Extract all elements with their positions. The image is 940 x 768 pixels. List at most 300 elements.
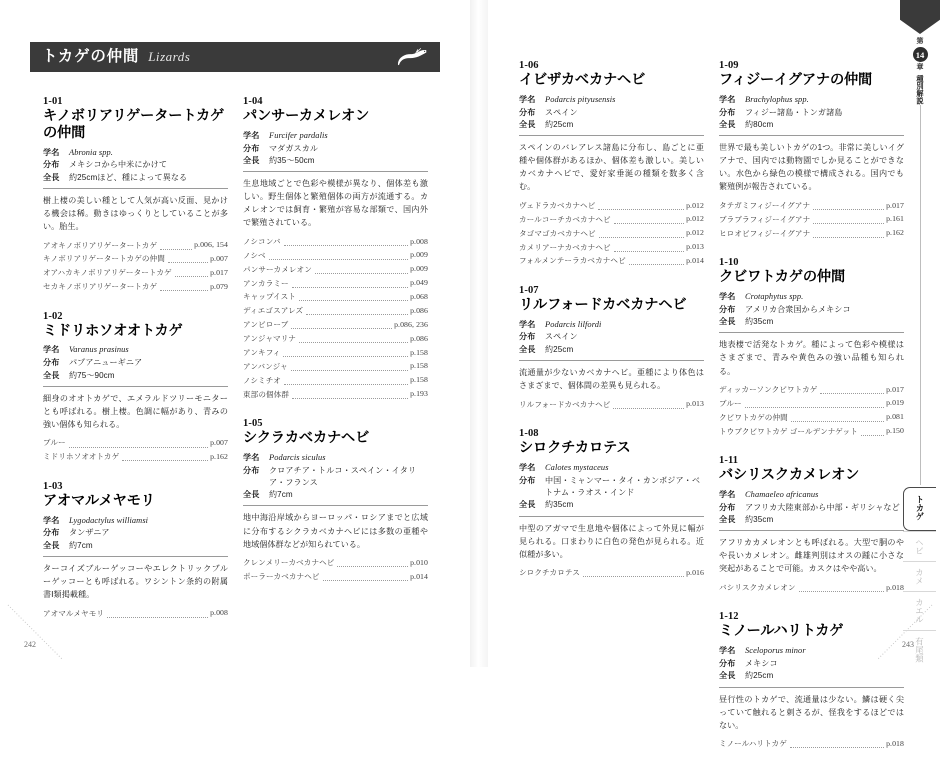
entry-index-list bbox=[243, 556, 428, 584]
spec-label-scientific: 学名 bbox=[243, 130, 260, 140]
index-entry-name: ヴェドラカベカナヘビ bbox=[519, 200, 596, 210]
index-entry-page: p.010 bbox=[410, 557, 428, 567]
index-entry-name: ノシコンバ bbox=[243, 236, 281, 246]
species-entry bbox=[519, 285, 704, 411]
index-entry-name: ブラブラフィジーイグアナ bbox=[719, 214, 811, 224]
leader-dots bbox=[284, 384, 408, 385]
index-line[interactable] bbox=[243, 318, 428, 332]
spec-value-length: 約25cm bbox=[545, 344, 574, 354]
index-entry-page: p.008 bbox=[210, 608, 228, 618]
index-line[interactable] bbox=[519, 212, 704, 226]
spec-length bbox=[43, 370, 228, 382]
index-entry-page: p.017 bbox=[886, 200, 904, 210]
spec-distribution bbox=[719, 658, 904, 670]
spec-value-length: 約80cm bbox=[745, 119, 774, 129]
spec-value-length: 約25cm bbox=[545, 119, 574, 129]
leader-dots bbox=[583, 576, 684, 577]
index-entry-name: アオキノボリアリゲータートカゲ bbox=[43, 240, 158, 250]
section-tab-2[interactable]: ヘビ bbox=[903, 531, 936, 561]
index-entry-page: p.158 bbox=[410, 375, 428, 385]
species-entry bbox=[719, 455, 904, 594]
entry-title: ミノールハリトカゲ bbox=[719, 623, 844, 640]
spec-label-scientific: 学名 bbox=[719, 94, 736, 104]
entry-title: リルフォードカベカナヘビ bbox=[519, 296, 687, 313]
index-entry-page: p.193 bbox=[410, 389, 428, 399]
index-line[interactable] bbox=[719, 226, 904, 240]
spec-distribution bbox=[519, 475, 704, 500]
index-entry-page: p.018 bbox=[886, 582, 904, 592]
spec-value-length: 約7cm bbox=[269, 490, 293, 500]
spec-label-distribution: 分布 bbox=[243, 143, 260, 153]
index-entry-page: p.008 bbox=[410, 236, 428, 246]
spec-scientific-name bbox=[719, 645, 904, 658]
index-line[interactable] bbox=[719, 383, 904, 397]
entry-description: 流通量が少ないカベカナヘビ。亜種により体色はさまざまで、個体間の差異も見られる。 bbox=[519, 368, 704, 391]
entry-index-list bbox=[719, 199, 904, 241]
index-entry-name: リルフォードカベカナヘビ bbox=[519, 399, 611, 409]
index-entry-page: p.006, 154 bbox=[194, 240, 228, 250]
section-tab-1[interactable]: トカゲ bbox=[903, 487, 936, 531]
index-entry-name: アンジャマリナ bbox=[243, 334, 296, 344]
index-entry-page: p.012 bbox=[686, 214, 704, 224]
entry-title: ミドリホソオオトカゲ bbox=[43, 322, 183, 339]
index-line[interactable] bbox=[43, 238, 228, 252]
spec-value-distribution: 中国・ミャンマー・タイ・カンボジア・ベトナム・ラオス・インド bbox=[545, 475, 700, 497]
entry-description: 昼行性のトカゲで、流通量は少ない。鱗は硬く尖っていて触れると刺さるが、怪我をするほどではない。 bbox=[719, 694, 904, 730]
species-entry bbox=[243, 96, 428, 401]
page-number-left: 242 bbox=[24, 640, 36, 649]
section-tab-3[interactable]: カメ bbox=[903, 561, 936, 591]
spec-value-scientific: Podarcis lilfordi bbox=[545, 319, 602, 329]
species-entry bbox=[519, 428, 704, 580]
spec-value-length: 約7cm bbox=[69, 540, 93, 550]
spec-value-scientific: Abronia spp. bbox=[69, 147, 113, 157]
spec-label-scientific: 学名 bbox=[719, 291, 736, 301]
index-line[interactable] bbox=[243, 556, 428, 570]
entry-index-list bbox=[43, 606, 228, 620]
index-entry-name: バシリスクカメレオン bbox=[719, 582, 796, 592]
entry-number: 1-02 bbox=[43, 310, 63, 322]
leader-dots bbox=[291, 370, 408, 371]
leader-dots bbox=[614, 223, 684, 224]
spec-label-length: 全長 bbox=[519, 500, 536, 510]
leader-dots bbox=[323, 580, 409, 581]
entry-number: 1-12 bbox=[719, 611, 739, 623]
chapter-label: 種別解説 bbox=[916, 75, 925, 105]
spec-label-distribution: 分布 bbox=[719, 502, 736, 512]
leader-dots bbox=[160, 290, 208, 291]
leader-dots bbox=[820, 393, 884, 394]
index-line[interactable] bbox=[43, 252, 228, 266]
spec-label-length: 全長 bbox=[719, 671, 736, 681]
index-line[interactable] bbox=[719, 199, 904, 213]
entry-number: 1-04 bbox=[243, 96, 263, 107]
spec-scientific-name bbox=[243, 130, 428, 143]
leader-dots bbox=[337, 566, 408, 567]
spec-scientific-name bbox=[43, 515, 228, 528]
index-line[interactable] bbox=[43, 280, 228, 294]
index-entry-page: p.007 bbox=[210, 254, 228, 264]
spec-value-scientific: Furcifer pardalis bbox=[269, 130, 328, 140]
spec-label-scientific: 学名 bbox=[719, 489, 736, 499]
spec-length bbox=[43, 172, 228, 184]
leader-dots bbox=[269, 259, 408, 260]
spec-value-length: 約35cm bbox=[545, 500, 574, 510]
section-title-jp: トカゲの仲間 bbox=[42, 48, 140, 66]
leader-dots bbox=[614, 251, 684, 252]
index-line[interactable] bbox=[243, 387, 428, 401]
entry-title: イビザカベカナヘビ bbox=[519, 72, 646, 88]
spec-label-distribution: 分布 bbox=[43, 358, 60, 368]
index-entry-name: ノシミチオ bbox=[243, 375, 281, 385]
lizard-icon bbox=[394, 46, 428, 68]
index-entry-page: p.007 bbox=[210, 438, 228, 448]
entry-title: アオマルメヤモリ bbox=[43, 492, 155, 509]
index-entry-name: アオマルメヤモリ bbox=[43, 608, 105, 618]
spec-distribution bbox=[43, 159, 228, 171]
spec-label-scientific: 学名 bbox=[519, 462, 536, 472]
index-entry-page: p.150 bbox=[886, 426, 904, 436]
spec-length bbox=[719, 316, 904, 328]
content-column-1 bbox=[43, 96, 228, 637]
entry-title: シロクチカロテス bbox=[519, 440, 631, 457]
spec-label-length: 全長 bbox=[43, 540, 60, 550]
section-tab-5[interactable]: 有尾類 bbox=[903, 630, 936, 669]
spec-value-distribution: タンザニア bbox=[69, 528, 110, 538]
index-line[interactable] bbox=[719, 581, 904, 595]
entry-index-list bbox=[719, 581, 904, 595]
section-tabs bbox=[903, 487, 936, 668]
spec-value-distribution: スペイン bbox=[545, 332, 578, 342]
spec-distribution bbox=[43, 357, 228, 369]
index-line[interactable] bbox=[43, 606, 228, 620]
spec-label-distribution: 分布 bbox=[719, 304, 736, 314]
index-line[interactable] bbox=[243, 235, 428, 249]
spec-label-scientific: 学名 bbox=[43, 147, 60, 157]
index-entry-name: タゴマゴカベカナヘビ bbox=[519, 228, 596, 238]
index-entry-name: クレンメリーカベカナヘビ bbox=[243, 558, 335, 568]
index-line[interactable] bbox=[243, 346, 428, 360]
entry-index-list bbox=[519, 566, 704, 580]
index-entry-page: p.161 bbox=[886, 214, 904, 224]
spec-length bbox=[43, 540, 228, 552]
spec-label-length: 全長 bbox=[719, 316, 736, 326]
species-entry bbox=[243, 418, 428, 583]
spec-label-length: 全長 bbox=[519, 119, 536, 129]
index-entry-page: p.014 bbox=[686, 256, 704, 266]
index-entry-page: p.158 bbox=[410, 361, 428, 371]
chapter-arrow-icon bbox=[900, 0, 940, 34]
index-entry-name: ディエゴスアレズ bbox=[243, 306, 304, 316]
spec-label-distribution: 分布 bbox=[519, 107, 536, 117]
spec-value-scientific: Sceloporus minor bbox=[745, 646, 806, 656]
spec-distribution bbox=[719, 304, 904, 316]
section-tab-4[interactable]: カエル bbox=[903, 591, 936, 630]
spec-value-distribution: スペイン bbox=[545, 107, 578, 117]
index-entry-page: p.162 bbox=[886, 228, 904, 238]
chapter-rail bbox=[900, 0, 940, 667]
leader-dots bbox=[122, 460, 208, 461]
index-line[interactable] bbox=[719, 212, 904, 226]
content-column-2 bbox=[243, 96, 428, 601]
index-entry-name: トウブクビワトカゲ ゴールデンナゲット bbox=[719, 426, 858, 436]
index-line[interactable] bbox=[243, 359, 428, 373]
entry-divider bbox=[719, 687, 904, 688]
spec-length bbox=[243, 489, 428, 501]
entry-title: キノボリアリゲータートカゲの仲間 bbox=[43, 108, 225, 141]
spec-label-scientific: 学名 bbox=[519, 94, 536, 104]
leader-dots bbox=[107, 617, 208, 618]
spec-value-distribution: アメリカ合衆国からメキシコ bbox=[745, 304, 851, 314]
index-entry-name: 東部の個体群 bbox=[243, 389, 290, 399]
leader-dots bbox=[315, 273, 408, 274]
index-entry-name: キャップイスト bbox=[243, 292, 296, 302]
index-entry-page: p.079 bbox=[210, 281, 228, 291]
index-entry-page: p.081 bbox=[886, 412, 904, 422]
index-entry-name: カメリアーナカベカナヘビ bbox=[519, 242, 611, 252]
entry-divider bbox=[519, 516, 704, 517]
entry-number: 1-03 bbox=[43, 480, 63, 492]
spec-value-length: 約35cm bbox=[745, 316, 774, 326]
entry-description: 中型のアガマで生息地や個体によって外見に幅が見られる。口まわりに白色の発色が見られる。近似種が多い。 bbox=[519, 523, 704, 559]
spec-value-scientific: Chamaeleo africanus bbox=[745, 489, 819, 499]
index-entry-name: タテガミフィジーイグアナ bbox=[719, 200, 811, 210]
entry-title: パンサーカメレオン bbox=[243, 108, 370, 124]
index-entry-page: p.013 bbox=[686, 399, 704, 409]
index-line[interactable] bbox=[43, 436, 228, 450]
entry-description: ターコイズブルーゲッコーやエレクトリックブルーゲッコーとも呼ばれる。ワシントン条約の附属書Ⅰ類掲載種。 bbox=[43, 563, 228, 600]
index-line[interactable] bbox=[519, 240, 704, 254]
entry-divider bbox=[519, 360, 704, 361]
index-line[interactable] bbox=[519, 254, 704, 268]
spec-label-distribution: 分布 bbox=[243, 465, 260, 475]
spec-value-distribution: メキシコ bbox=[745, 658, 778, 668]
index-entry-name: ブルー bbox=[43, 438, 66, 448]
index-line[interactable] bbox=[43, 266, 228, 280]
index-line[interactable] bbox=[519, 397, 704, 411]
index-line[interactable] bbox=[243, 276, 428, 290]
spec-length bbox=[719, 670, 904, 682]
entry-divider bbox=[719, 332, 904, 333]
leader-dots bbox=[168, 262, 208, 263]
index-line[interactable] bbox=[719, 737, 904, 751]
leader-dots bbox=[299, 342, 408, 343]
entry-description: 地中海沿岸域からヨーロッパ・ロシアまでと広域に分布するシクラカベカナヘビには多数の亜種や地域個体群などが知られている。 bbox=[243, 513, 428, 549]
spec-value-distribution: クロアチア・トルコ・スペイン・イタリア・フランス bbox=[269, 465, 417, 487]
spec-label-scientific: 学名 bbox=[43, 345, 60, 355]
entry-number: 1-10 bbox=[719, 257, 739, 269]
index-entry-name: アンバンジャ bbox=[243, 361, 288, 371]
spec-distribution bbox=[519, 107, 704, 119]
index-entry-page: p.017 bbox=[210, 267, 228, 277]
entry-number: 1-08 bbox=[519, 428, 539, 440]
entry-index-list bbox=[719, 383, 904, 439]
index-line[interactable] bbox=[243, 332, 428, 346]
entry-number: 1-11 bbox=[719, 455, 739, 467]
index-line[interactable] bbox=[243, 373, 428, 387]
spec-length bbox=[243, 155, 428, 167]
index-entry-name: カールコーチカベカナヘビ bbox=[519, 214, 611, 224]
species-entry bbox=[719, 257, 904, 438]
content-column-4 bbox=[719, 60, 904, 768]
species-entry bbox=[719, 611, 904, 750]
spec-value-scientific: Podarcis pityusensis bbox=[545, 94, 616, 104]
leader-dots bbox=[291, 328, 392, 329]
index-entry-name: フォルメンテーラカベカナヘビ bbox=[519, 256, 626, 266]
index-line[interactable] bbox=[243, 304, 428, 318]
index-entry-page: p.009 bbox=[410, 250, 428, 260]
entry-divider bbox=[43, 556, 228, 557]
index-entry-page: p.018 bbox=[886, 738, 904, 748]
spec-value-scientific: Lygodactylus williamsi bbox=[69, 515, 149, 525]
index-entry-page: p.012 bbox=[686, 200, 704, 210]
spec-label-distribution: 分布 bbox=[719, 107, 736, 117]
rail-divider bbox=[920, 105, 921, 485]
spec-scientific-name bbox=[519, 319, 704, 332]
index-entry-name: ノシベ bbox=[243, 250, 266, 260]
spec-scientific-name bbox=[43, 147, 228, 160]
spec-value-length: 約25cmほど、種によって異なる bbox=[69, 172, 188, 182]
leader-dots bbox=[292, 287, 408, 288]
leader-dots bbox=[613, 408, 684, 409]
entry-description: スペインのバレアレス諸島に分布し、島ごとに亜種や個体群があるほか、個体差も激しい。美しいカベカナヘビで、愛好家垂涎の種類を数多く含む。 bbox=[519, 143, 704, 192]
spec-distribution bbox=[719, 502, 904, 514]
index-entry-page: p.068 bbox=[410, 292, 428, 302]
index-line[interactable] bbox=[519, 199, 704, 213]
index-line[interactable] bbox=[719, 396, 904, 410]
index-entry-page: p.086, 236 bbox=[394, 319, 428, 329]
spec-scientific-name bbox=[43, 344, 228, 357]
entry-divider bbox=[43, 188, 228, 189]
index-line[interactable] bbox=[519, 226, 704, 240]
index-entry-name: オアハカキノボリアリゲータートカゲ bbox=[43, 268, 172, 278]
index-line[interactable] bbox=[719, 424, 904, 438]
index-line[interactable] bbox=[243, 248, 428, 262]
spec-label-distribution: 分布 bbox=[43, 160, 60, 170]
index-entry-page: p.086 bbox=[410, 305, 428, 315]
index-entry-name: ミドリホソオオトカゲ bbox=[43, 452, 120, 462]
entry-description: 樹上棲の美しい種として人気が高い反面、見かける機会は稀。動きはゆっくりとしていることが多い。胎生。 bbox=[43, 195, 228, 232]
chapter-suffix: 章 bbox=[916, 63, 924, 71]
spec-label-scientific: 学名 bbox=[43, 515, 60, 525]
leader-dots bbox=[861, 435, 884, 436]
index-entry-page: p.049 bbox=[410, 278, 428, 288]
entry-title: フィジーイグアナの仲間 bbox=[719, 72, 873, 88]
index-line[interactable] bbox=[43, 450, 228, 464]
spec-label-length: 全長 bbox=[719, 514, 736, 524]
entry-index-list bbox=[243, 235, 428, 402]
leader-dots bbox=[283, 356, 408, 357]
spec-label-scientific: 学名 bbox=[519, 319, 536, 329]
index-line[interactable] bbox=[243, 570, 428, 584]
spec-scientific-name bbox=[519, 94, 704, 107]
index-entry-name: ポーラーカベカナヘビ bbox=[243, 572, 320, 582]
spec-value-distribution: アフリカ大陸東部から中部・ギリシャなど bbox=[745, 502, 900, 512]
index-entry-name: パンサーカメレオン bbox=[243, 264, 312, 274]
leader-dots bbox=[292, 398, 408, 399]
spec-length bbox=[719, 119, 904, 131]
index-entry-page: p.014 bbox=[410, 571, 428, 581]
spec-value-scientific: Podarcis siculus bbox=[269, 452, 326, 462]
index-line[interactable] bbox=[519, 566, 704, 580]
entry-description: アフリカカメレオンとも呼ばれる。大型で胴のやや長いカメレオン。雌雄判別はオスの踵に小さな突起があることで可能。カスクはやや高い。 bbox=[719, 538, 904, 574]
entry-number: 1-07 bbox=[519, 284, 539, 296]
entry-number: 1-09 bbox=[719, 60, 739, 71]
spec-value-distribution: メキシコから中米にかけて bbox=[69, 160, 168, 170]
spec-value-scientific: Varanus prasinus bbox=[69, 345, 129, 355]
index-entry-page: p.017 bbox=[886, 384, 904, 394]
entry-index-list bbox=[519, 199, 704, 268]
spec-label-length: 全長 bbox=[243, 155, 260, 165]
spec-label-distribution: 分布 bbox=[519, 475, 536, 485]
spec-length bbox=[519, 499, 704, 511]
index-entry-name: アンビローブ bbox=[243, 320, 289, 330]
spec-label-scientific: 学名 bbox=[719, 646, 736, 656]
spec-label-distribution: 分布 bbox=[519, 332, 536, 342]
spec-value-length: 約35cm bbox=[745, 514, 774, 524]
index-entry-name: ディッカーソンクビワトカゲ bbox=[719, 384, 818, 394]
entry-number: 1-05 bbox=[243, 418, 263, 430]
spec-scientific-name bbox=[719, 94, 904, 107]
spec-value-scientific: Brachylophus spp. bbox=[745, 94, 809, 104]
spec-label-length: 全長 bbox=[43, 172, 60, 182]
species-entry bbox=[719, 60, 904, 240]
spec-value-distribution: マダガスカル bbox=[269, 143, 319, 153]
leader-dots bbox=[629, 264, 684, 265]
index-line[interactable] bbox=[243, 262, 428, 276]
spec-distribution bbox=[43, 527, 228, 539]
spec-value-distribution: フィジー諸島・トンガ諸島 bbox=[745, 107, 843, 117]
spec-distribution bbox=[719, 107, 904, 119]
entry-divider bbox=[519, 135, 704, 136]
index-entry-name: アンキフィ bbox=[243, 347, 281, 357]
spec-distribution bbox=[243, 465, 428, 490]
index-entry-name: ミノールハリトカゲ bbox=[719, 739, 787, 749]
spec-label-scientific: 学名 bbox=[243, 452, 260, 462]
index-line[interactable] bbox=[719, 410, 904, 424]
entry-divider bbox=[243, 171, 428, 172]
chapter-marker bbox=[909, 38, 931, 105]
index-entry-page: p.009 bbox=[410, 264, 428, 274]
leader-dots bbox=[813, 209, 884, 210]
leader-dots bbox=[799, 591, 885, 592]
index-entry-page: p.162 bbox=[210, 452, 228, 461]
leader-dots bbox=[790, 747, 884, 748]
page-number-right: 243 bbox=[902, 640, 914, 649]
spec-length bbox=[519, 119, 704, 131]
index-entry-name: ヒロオビフィジーイグアナ bbox=[719, 228, 811, 238]
content-column-3 bbox=[519, 60, 704, 597]
index-entry-page: p.019 bbox=[886, 398, 904, 408]
spec-value-distribution: パプアニューギニア bbox=[69, 358, 143, 368]
spec-scientific-name bbox=[719, 489, 904, 502]
chapter-prefix: 第 bbox=[916, 38, 924, 45]
leader-dots bbox=[791, 421, 884, 422]
entry-description: 地表棲で活発なトカゲ。種によって色彩や模様はさまざまで、青みや黄色みの強い品種も知られる。 bbox=[719, 340, 904, 376]
entry-title: バシリスクカメレオン bbox=[719, 467, 860, 484]
entry-index-list bbox=[43, 436, 228, 464]
species-entry bbox=[43, 311, 228, 464]
spec-value-length: 約25cm bbox=[745, 671, 774, 681]
leader-dots bbox=[813, 223, 884, 224]
index-line[interactable] bbox=[243, 290, 428, 304]
index-entry-page: p.158 bbox=[410, 347, 428, 357]
species-entry bbox=[43, 481, 228, 620]
spec-scientific-name bbox=[243, 452, 428, 465]
leader-dots bbox=[599, 237, 684, 238]
chapter-number-badge: 14 bbox=[913, 47, 928, 62]
leader-dots bbox=[69, 447, 208, 448]
